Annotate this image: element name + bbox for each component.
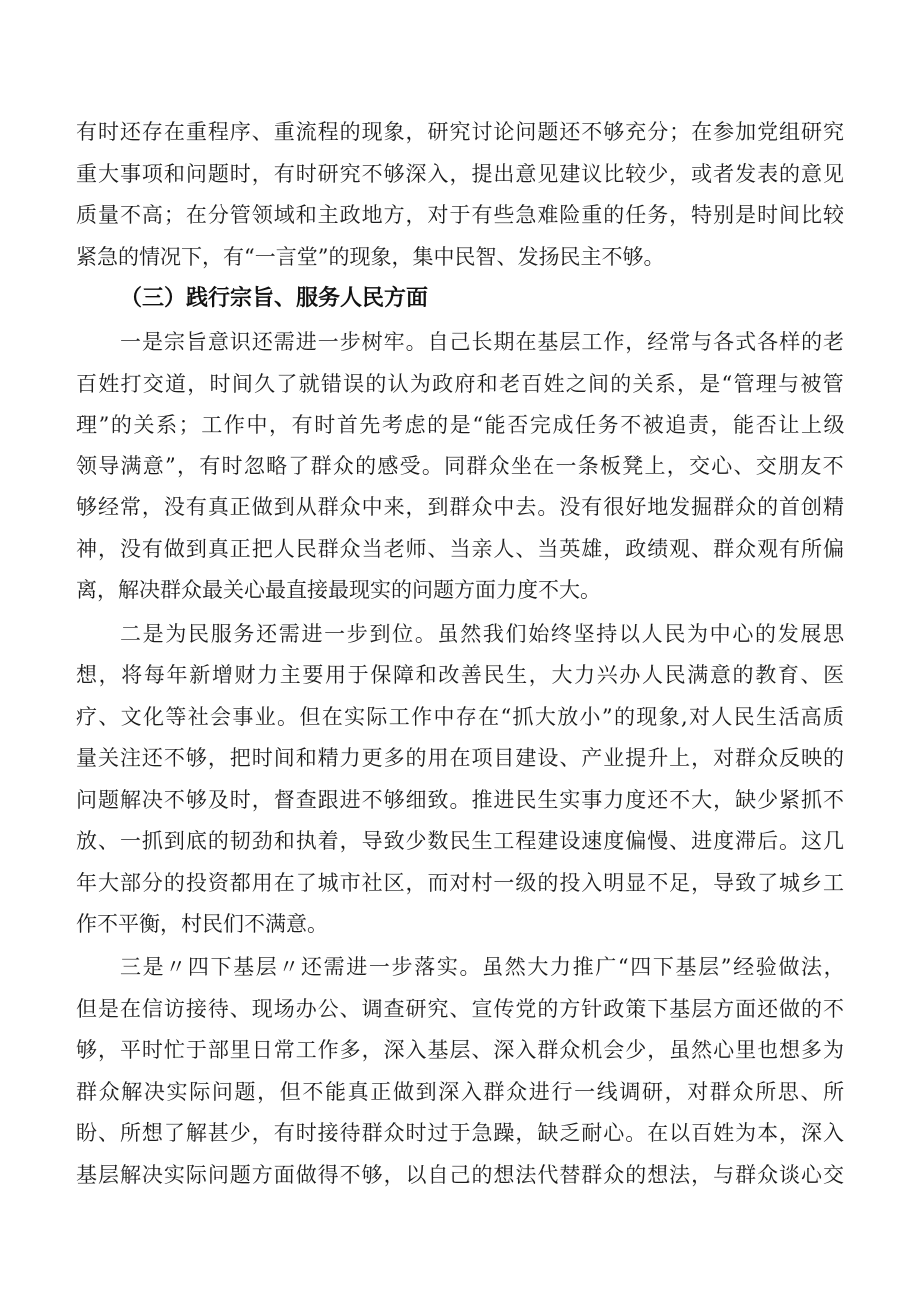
paragraph-two-line: 问题解决不够及时，督查跟进不够细致。推进民生实事力度还不大，缺少紧抓不: [76, 788, 845, 812]
paragraph-two-line: 二是为民服务还需进一步到位。虽然我们始终坚持以人民为中心的发展思: [120, 622, 846, 646]
paragraph-one-line: 理”的关系；工作中，有时首先考虑的是“能否完成任务不被追责，能否让上级: [76, 413, 847, 437]
paragraph-two-line: 年大部分的投资都用在了城市社区，而对村一级的投入明显不足，导致了城乡工: [76, 871, 845, 895]
paragraph-three-line: 群众解决实际问题，但不能真正做到深入群众进行一线调研，对群众所思、所: [76, 1080, 846, 1104]
paragraph-intro-line: 质量不高；在分管领域和主政地方，对于有些急难险重的任务，特别是时间比较: [76, 203, 845, 227]
paragraph-three-line: 够，平时忙于部里日常工作多，深入基层、深入群众机会少，虽然心里也想多为: [76, 1038, 845, 1062]
paragraph-one-line: 神，没有做到真正把人民群众当老师、当亲人、当英雄，政绩观、群众观有所偏: [76, 537, 845, 561]
paragraph-three-line: 盼、所想了解甚少，有时接待群众时过于急躁，缺乏耐心。在以百姓为本，深入: [76, 1121, 845, 1145]
paragraph-one-line: 够经常，没有真正做到从群众中来，到群众中去。没有很好地发掘群众的首创精: [76, 495, 845, 519]
paragraph-intro-line: 重大事项和问题时，有时研究不够深入，提出意见建议比较少，或者发表的意见: [76, 162, 845, 186]
paragraph-two-line: 作不平衡，村民们不满意。: [76, 912, 328, 936]
paragraph-one-line: 一是宗旨意识还需进一步树牢。自己长期在基层工作，经常与各式各样的老: [120, 330, 846, 354]
paragraph-one-line: 离，解决群众最关心最直接最现实的问题方面力度不大。: [76, 578, 601, 602]
paragraph-intro-line: 紧急的情况下，有“一言堂”的现象，集中民智、发扬民主不够。: [76, 245, 665, 269]
paragraph-intro-line: 有时还存在重程序、重流程的现象，研究讨论问题还不够充分；在参加党组研究: [76, 120, 845, 144]
paragraph-two-line: 想，将每年新增财力主要用于保障和改善民生，大力兴办人民满意的教育、医: [76, 663, 846, 687]
paragraph-two-line: 放、一抓到底的韧劲和执着，导致少数民生工程建设速度偏慢、进度滞后。这几: [76, 829, 845, 853]
paragraph-one-line: 领导满意”，有时忽略了群众的感受。同群众坐在一条板凳上，交心、交朋友不: [76, 454, 845, 478]
paragraph-two-line: 量关注还不够，把时间和精力更多的用在项目建设、产业提升上，对群众反映的: [76, 746, 845, 770]
section-heading: （三）践行宗旨、服务人民方面: [120, 286, 429, 311]
paragraph-three-line: 三是〃四下基层〃还需进一步落实。虽然大力推广“四下基层”经验做法，: [120, 955, 847, 979]
paragraph-three-line: 基层解决实际问题方面做得不够，以自己的想法代替群众的想法，与群众谈心交: [76, 1163, 845, 1187]
paragraph-three-line: 但是在信访接待、现场办公、调查研究、宣传党的方针政策下基层方面还做的不: [76, 997, 845, 1021]
paragraph-two-line: 疗、文化等社会事业。但在实际工作中存在“抓大放小”的现象,对人民生活高质: [76, 705, 846, 729]
paragraph-one-line: 百姓打交道，时间久了就错误的认为政府和老百姓之间的关系，是“管理与被管: [76, 372, 845, 396]
